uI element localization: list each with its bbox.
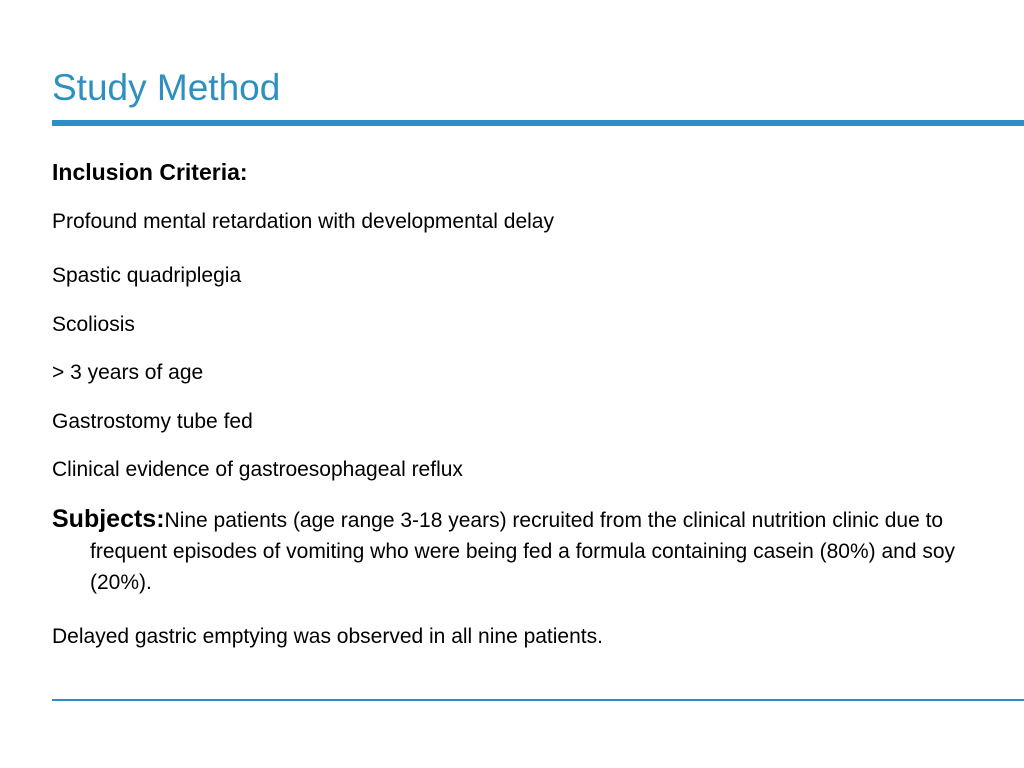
- subjects-label: Subjects:: [52, 505, 165, 533]
- conclusion-text: Delayed gastric emptying was observed in all nine patients.: [52, 625, 603, 648]
- subjects-paragraph: [52, 504, 990, 598]
- criteria-item: Scoliosis: [52, 313, 135, 336]
- footer-divider: [52, 699, 1024, 701]
- criteria-item: Profound mental retardation with developmental delay: [52, 210, 554, 233]
- title-divider: [52, 120, 1024, 126]
- criteria-item: Spastic quadriplegia: [52, 264, 242, 287]
- subjects-text: Nine patients (age range 3-18 years) recruited from the clinical nutrition clinic due to frequent episodes of vomiting who were being fed a formula containing casein (80%) and soy (20%).: [90, 509, 956, 594]
- criteria-item: Clinical evidence of gastroesophageal reflux: [52, 458, 463, 481]
- slide-title: Study Method: [52, 67, 281, 108]
- criteria-item: > 3 years of age: [52, 361, 204, 384]
- criteria-item: Gastrostomy tube fed: [52, 410, 253, 433]
- inclusion-criteria-heading: Inclusion Criteria:: [52, 159, 248, 185]
